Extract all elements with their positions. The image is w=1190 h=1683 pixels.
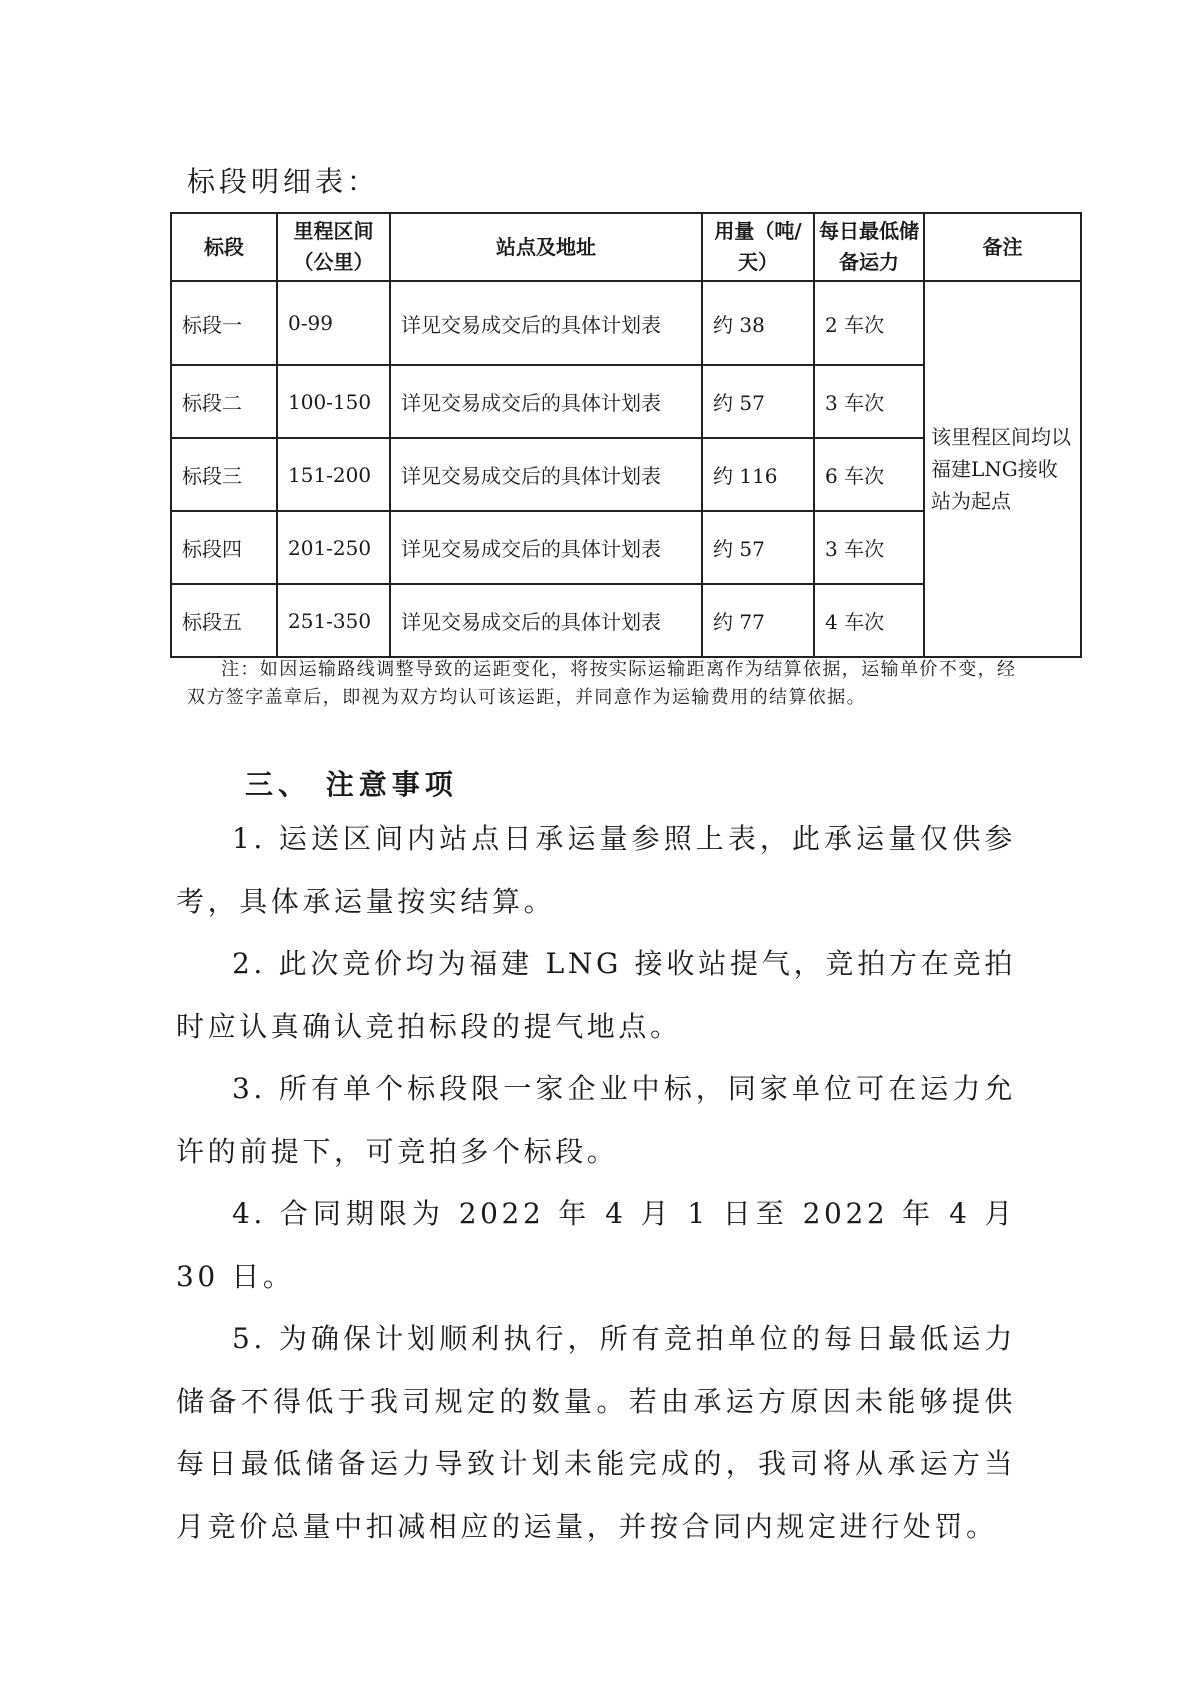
table-row <box>171 281 1081 365</box>
header-remark: 备注 <box>924 213 1081 281</box>
remark-cell: 该里程区间均以福建LNG接收站为起点 <box>924 281 1081 657</box>
cell-usage: 约 57 <box>702 511 814 584</box>
cell-segment: 标段四 <box>171 511 277 584</box>
table-title: 标段明细表： <box>187 165 380 198</box>
header-segment: 标段 <box>171 213 277 281</box>
notice-item-5: 5. 为确保计划顺利执行，所有竞拍单位的每日最低运力储备不得低于我司规定的数量。若由承运方原因未能够提供每日最低储备运力导致计划未能完成的，我司将从承运方当月竞价总量中扣减相应的运量，并按合同内规定进行处罚。 <box>176 1322 1016 1543</box>
cell-range: 0-99 <box>277 281 390 365</box>
cell-site: 详见交易成交后的具体计划表 <box>390 438 702 511</box>
cell-capacity: 3 车次 <box>814 365 924 438</box>
cell-site: 详见交易成交后的具体计划表 <box>390 281 702 365</box>
cell-segment: 标段三 <box>171 438 277 511</box>
cell-segment: 标段五 <box>171 584 277 657</box>
cell-usage: 约 38 <box>702 281 814 365</box>
cell-usage: 约 77 <box>702 584 814 657</box>
cell-usage: 约 57 <box>702 365 814 438</box>
cell-usage: 约 116 <box>702 438 814 511</box>
cell-range: 251-350 <box>277 584 390 657</box>
cell-range: 151-200 <box>277 438 390 511</box>
cell-site: 详见交易成交后的具体计划表 <box>390 511 702 584</box>
cell-capacity: 6 车次 <box>814 438 924 511</box>
header-range: 里程区间（公里） <box>277 213 390 281</box>
header-capacity: 每日最低储备运力 <box>814 213 924 281</box>
notice-item-4: 4. 合同期限为 2022 年 4 月 1 日至 2022 年 4 月 30 日。 <box>176 1197 1016 1293</box>
notice-item-1: 1. 运送区间内站点日承运量参照上表，此承运量仅供参考，具体承运量按实结算。 <box>176 822 1016 918</box>
header-site: 站点及地址 <box>390 213 702 281</box>
cell-capacity: 4 车次 <box>814 584 924 657</box>
segment-detail-table <box>170 212 1082 658</box>
section-heading: 三、 注意事项 <box>245 768 458 801</box>
cell-range: 100-150 <box>277 365 390 438</box>
notice-item-2: 2. 此次竞价均为福建 LNG 接收站提气，竞拍方在竞拍时应认真确认竞拍标段的提气地点。 <box>176 947 1016 1043</box>
table-footnote: 注：如因运输路线调整导致的运距变化，将按实际运输距离作为结算依据，运输单价不变，经双方签字盖章后，即视为双方均认可该运距，并同意作为运输费用的结算依据。 <box>187 659 1017 708</box>
notice-item-3: 3. 所有单个标段限一家企业中标，同家单位可在运力允许的前提下，可竞拍多个标段。 <box>176 1072 1016 1168</box>
cell-site: 详见交易成交后的具体计划表 <box>390 584 702 657</box>
cell-capacity: 3 车次 <box>814 511 924 584</box>
cell-range: 201-250 <box>277 511 390 584</box>
cell-site: 详见交易成交后的具体计划表 <box>390 365 702 438</box>
notice-list <box>176 808 1016 1558</box>
cell-segment: 标段一 <box>171 281 277 365</box>
cell-capacity: 2 车次 <box>814 281 924 365</box>
table-header-row <box>171 213 1081 281</box>
header-usage: 用量（吨/天） <box>702 213 814 281</box>
cell-segment: 标段二 <box>171 365 277 438</box>
